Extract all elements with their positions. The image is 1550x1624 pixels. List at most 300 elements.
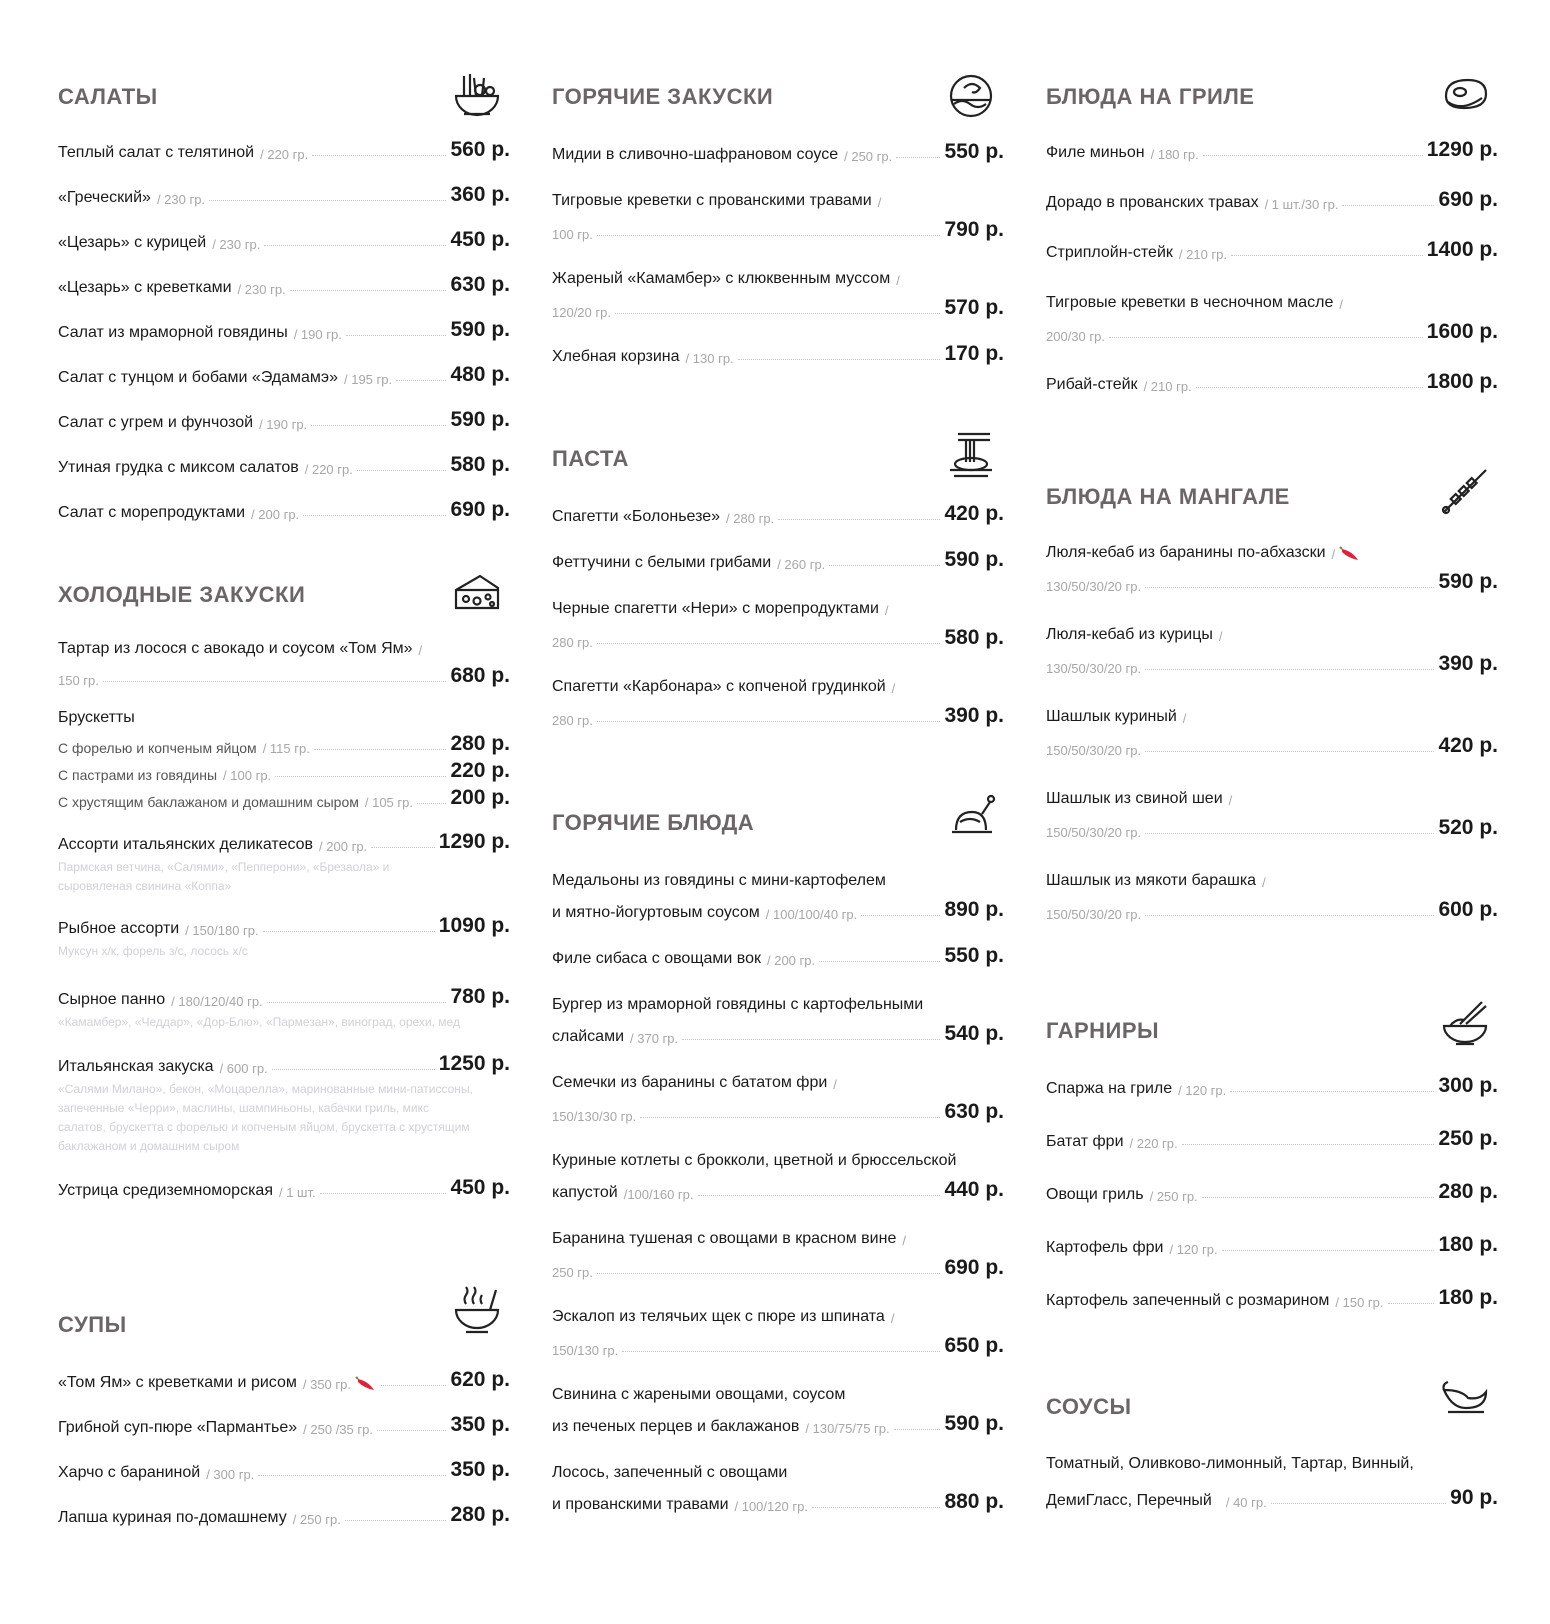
item-price: 360 р. <box>450 183 510 206</box>
item-price: 630 р. <box>944 1100 1004 1123</box>
menu-item <box>58 361 510 387</box>
dot-leader <box>819 961 940 962</box>
dot-leader <box>1145 587 1434 588</box>
item-price: 590 р. <box>1438 570 1498 593</box>
menu-item <box>58 136 510 162</box>
menu-item-row <box>58 730 510 756</box>
menu-item <box>1046 618 1498 676</box>
steak-icon <box>1438 70 1492 124</box>
menu-item <box>58 983 510 1032</box>
item-price: 620 р. <box>450 1368 510 1391</box>
item-weight: / 350 гр. <box>302 1377 351 1392</box>
item-weight: 280 гр. <box>552 635 593 650</box>
menu-item-row <box>552 988 1004 1014</box>
menu-item <box>552 592 1004 650</box>
item-weight: / 280 гр. <box>726 511 775 526</box>
item-name: Мидии в сливочно-шафрановом соусе <box>552 146 839 163</box>
menu-item <box>58 1501 510 1527</box>
item-separator: / <box>891 681 896 696</box>
item-price: 680 р. <box>450 664 510 687</box>
item-name-line2: капустой <box>552 1184 618 1201</box>
item-name: Спагетти «Карбонара» с копченой грудинкой <box>552 678 886 695</box>
item-weight: / 150/180 гр. <box>185 923 259 938</box>
item-name: Теплый салат с телятиной <box>58 144 255 161</box>
section-salads <box>58 70 510 522</box>
section-sauces <box>1046 1380 1498 1510</box>
dot-leader <box>396 380 446 381</box>
item-separator: / <box>884 603 889 618</box>
menu-item <box>1046 1231 1498 1257</box>
item-weight: 150 гр. <box>58 673 99 688</box>
dot-leader <box>275 776 446 777</box>
item-name: Бургер из мраморной говядины с картофельными <box>552 996 924 1013</box>
dot-leader <box>896 157 940 158</box>
item-price: 300 р. <box>1438 1074 1498 1097</box>
item-price: 590 р. <box>450 408 510 431</box>
item-weight: / 370 гр. <box>630 1031 679 1046</box>
dot-leader <box>314 749 447 750</box>
menu-item-row <box>552 1456 1004 1482</box>
menu-item <box>58 1174 510 1200</box>
menu-item <box>1046 536 1498 594</box>
menu-item <box>58 784 510 810</box>
item-weight: 120/20 гр. <box>552 305 611 320</box>
item-description: Муксун х/к, форель з/с, лосось х/с <box>58 944 248 958</box>
menu-item-row <box>1046 236 1498 262</box>
item-name-line2: и прованскими травами <box>552 1496 729 1513</box>
item-name: Филе сибаса с овощами вок <box>552 950 761 967</box>
item-price: 880 р. <box>944 1490 1004 1513</box>
item-name: Спаржа на гриле <box>1046 1080 1173 1097</box>
menu-item-row <box>552 184 1004 210</box>
item-price: 1600 р. <box>1426 320 1498 343</box>
menu-item <box>552 262 1004 320</box>
item-weight: / 180 гр. <box>1150 147 1199 162</box>
item-price: 580 р. <box>944 626 1004 649</box>
item-separator: / <box>1339 297 1344 312</box>
item-description: Пармская ветчина, «Салями», «Пепперони», «Брезаола» и сыровяленая свинина «Коппа» <box>58 860 390 893</box>
item-weight: 200/30 гр. <box>1046 329 1105 344</box>
menu-item-row <box>552 890 1004 922</box>
item-name: Батат фри <box>1046 1133 1124 1150</box>
menu-item <box>552 184 1004 242</box>
item-price: 280 р. <box>450 732 510 755</box>
dot-leader <box>311 425 446 426</box>
item-name: Тартар из лосося с авокадо и соусом «Том Ям» <box>58 640 413 657</box>
item-price: 390 р. <box>944 704 1004 727</box>
item-weight: / 190 гр. <box>293 327 342 342</box>
menu-item-row <box>552 1326 1004 1358</box>
item-price: 420 р. <box>1438 734 1498 757</box>
menu-item-row <box>1046 562 1498 594</box>
dot-leader <box>303 515 446 516</box>
item-weight: 130/50/30/20 гр. <box>1046 661 1142 676</box>
dot-leader <box>345 1520 447 1521</box>
item-weight: 150/50/30/20 гр. <box>1046 743 1142 758</box>
item-name: Ассорти итальянских деликатесов <box>58 836 314 853</box>
menu-item <box>1046 700 1498 758</box>
menu-item-row <box>58 406 510 432</box>
item-name: Тигровые креветки в чесночном масле <box>1046 294 1334 311</box>
menu-item-row <box>1046 536 1498 562</box>
roast-chicken-icon <box>944 790 998 844</box>
dot-leader <box>312 155 446 156</box>
section-title: ГАРНИРЫ <box>1046 1018 1160 1043</box>
item-description: «Салями Милано», бекон, «Моцарелла», маринованные мини-патиссоны, запеченные «Черри», маслины, шампиньоны, кабачки гриль, микс салатов, брускетта с форелью и копченым яйцом, брускетта с хрустящим баклажаном и домашним сыром <box>58 1082 473 1153</box>
menu-item <box>552 1222 1004 1280</box>
item-price: 890 р. <box>944 898 1004 921</box>
item-name: С форелью и копченым яйцом <box>58 740 257 756</box>
item-separator: / <box>833 1077 837 1092</box>
soup-bowl-icon <box>450 1284 504 1338</box>
item-name: Люля-кебаб из баранины по-абхазски <box>1046 544 1326 561</box>
cheese-icon <box>450 568 504 622</box>
menu-item-row <box>552 670 1004 696</box>
menu-item <box>552 942 1004 968</box>
item-price: 1290 р. <box>438 830 510 853</box>
item-name: Спагетти «Болоньезе» <box>552 508 721 525</box>
item-name: С хрустящим баклажаном и домашним сыром <box>58 794 359 810</box>
menu-item-row <box>552 942 1004 968</box>
item-name: Эскалоп из телячьих щек с пюре из шпината <box>552 1308 885 1325</box>
item-price: 1250 р. <box>438 1052 510 1075</box>
item-price: 550 р. <box>944 944 1004 967</box>
item-name: Филе миньон <box>1046 144 1145 161</box>
dot-leader <box>1222 1250 1435 1251</box>
item-weight: 150/130 гр. <box>552 1343 619 1358</box>
item-price: 790 р. <box>944 218 1004 241</box>
menu-item <box>58 406 510 432</box>
item-price: 90 р. <box>1450 1486 1498 1509</box>
item-name: Салат из мраморной говядины <box>58 324 288 341</box>
item-price: 690 р. <box>1438 188 1498 211</box>
section-pasta <box>552 432 1004 728</box>
item-price: 690 р. <box>450 498 510 521</box>
item-weight: / 220 гр. <box>260 147 309 162</box>
menu-item-row <box>1046 368 1498 394</box>
item-separator: / <box>1262 875 1266 890</box>
menu-item-row <box>1046 312 1498 344</box>
item-weight: / 100/120 гр. <box>734 1499 808 1514</box>
menu-item <box>1046 368 1498 394</box>
item-name: Куриные котлеты с брокколи, цветной и брюссельской <box>552 1152 957 1169</box>
item-price: 280 р. <box>450 1503 510 1526</box>
item-weight: 130/50/30/20 гр. <box>1046 579 1142 594</box>
item-name: Стриплойн-стейк <box>1046 244 1173 261</box>
dot-leader <box>1388 1303 1435 1304</box>
item-weight: 150/50/30/20 гр. <box>1046 825 1142 840</box>
item-separator: / <box>1228 793 1233 808</box>
menu-item <box>552 138 1004 164</box>
item-price: 450 р. <box>450 1176 510 1199</box>
menu-item-row <box>58 1411 510 1437</box>
item-weight: / 230 гр. <box>156 192 206 207</box>
item-weight: / 200 гр. <box>319 839 368 854</box>
menu-item-row <box>552 138 1004 164</box>
item-name: Черные спагетти «Нери» с морепродуктами <box>552 600 879 617</box>
menu-item <box>1046 782 1498 840</box>
shrimp-plate-icon <box>944 70 998 124</box>
menu-item-row <box>552 262 1004 288</box>
section-hot-dishes <box>552 796 1004 1514</box>
menu-item-row <box>58 1456 510 1482</box>
item-weight: / 1 шт. <box>278 1185 316 1200</box>
item-separator: / <box>896 273 900 288</box>
menu-item-row <box>1046 644 1498 676</box>
item-weight: / 260 гр. <box>777 557 826 572</box>
section-title: ХОЛОДНЫЕ ЗАКУСКИ <box>58 582 306 607</box>
item-weight: 250 гр. <box>552 1265 593 1280</box>
salad-bowl-icon <box>450 70 504 124</box>
menu-item <box>58 757 510 783</box>
item-name: «Том Ям» с креветками и рисом <box>58 1374 297 1391</box>
item-price: 540 р. <box>944 1022 1004 1045</box>
item-name: Грибной суп-пюре «Пармантье» <box>58 1419 298 1436</box>
skewer-icon <box>1438 464 1492 518</box>
item-price: 780 р. <box>450 985 510 1008</box>
dot-leader <box>597 643 941 644</box>
item-name: «Цезарь» с курицей <box>58 234 207 251</box>
item-weight: / 130 гр. <box>685 351 734 366</box>
menu-item-row <box>552 1144 1004 1170</box>
item-name: Рибай-стейк <box>1046 376 1138 393</box>
item-price: 520 р. <box>1438 816 1498 839</box>
menu-item <box>58 1411 510 1437</box>
item-name: Устрица средиземноморская <box>58 1182 273 1199</box>
menu-item-row <box>552 864 1004 890</box>
dot-leader <box>1202 1197 1435 1198</box>
menu-item-row <box>58 181 510 207</box>
menu-item-row <box>552 1222 1004 1248</box>
menu-item-row <box>552 546 1004 572</box>
menu-item <box>1046 286 1498 344</box>
menu-item-row <box>552 1092 1004 1124</box>
item-name-line2: ДемиГласс, Перечный <box>1046 1492 1212 1509</box>
group-title: Брускетты <box>58 709 135 726</box>
menu-item-row <box>58 361 510 387</box>
item-weight: / 250 гр. <box>292 1512 341 1527</box>
item-weight: / 210 гр. <box>1178 247 1227 262</box>
item-name: Баранина тушеная с овощами в красном вине <box>552 1230 897 1247</box>
item-weight: / 250 гр. <box>1149 1189 1198 1204</box>
item-name-line2: слайсами <box>552 1028 625 1045</box>
item-weight: / 100/100/40 гр. <box>765 907 858 922</box>
menu-item <box>58 912 510 961</box>
dot-leader <box>209 200 446 201</box>
bowl-chopsticks-icon <box>1438 998 1492 1052</box>
item-price: 220 р. <box>450 759 510 782</box>
dot-leader <box>894 1429 941 1430</box>
item-name: Свинина с жареными овощами, соусом <box>552 1386 846 1403</box>
menu-item-row <box>552 1248 1004 1280</box>
dot-leader <box>1145 833 1434 834</box>
section-sides <box>1046 1004 1498 1310</box>
item-name: Семечки из баранины с бататом фри <box>552 1074 828 1091</box>
dot-leader <box>682 1039 940 1040</box>
menu-item-row <box>1046 1072 1498 1098</box>
dot-leader <box>381 1385 446 1386</box>
item-name: Салат с морепродуктами <box>58 504 246 521</box>
item-weight: / 105 гр. <box>364 795 413 810</box>
item-weight: / 120 гр. <box>1169 1242 1218 1257</box>
menu-item-row <box>552 1482 1004 1514</box>
menu-item-row <box>1046 782 1498 808</box>
item-price: 690 р. <box>944 1256 1004 1279</box>
item-separator: / <box>1218 629 1223 644</box>
item-price: 450 р. <box>450 228 510 251</box>
dot-leader <box>1230 1091 1434 1092</box>
item-weight: / 230 гр. <box>237 282 286 297</box>
dot-leader <box>615 313 940 314</box>
item-separator: / <box>1182 711 1187 726</box>
dot-leader <box>377 1430 446 1431</box>
menu-item <box>552 670 1004 728</box>
section-title: ГОРЯЧИЕ ЗАКУСКИ <box>552 84 774 109</box>
item-price: 1290 р. <box>1426 138 1498 161</box>
menu-item-row <box>58 226 510 252</box>
item-name: Картофель фри <box>1046 1239 1164 1256</box>
item-weight: / 600 гр. <box>219 1061 268 1076</box>
menu-item-row <box>552 618 1004 650</box>
section-mangal <box>1046 470 1498 922</box>
menu-item <box>58 316 510 342</box>
menu-item-row <box>552 1170 1004 1202</box>
section-title: СОУСЫ <box>1046 1394 1132 1419</box>
dot-leader <box>812 1507 941 1508</box>
item-name-line2: и мятно-йогуртовым соусом <box>552 904 760 921</box>
item-price: 420 р. <box>944 502 1004 525</box>
menu-item <box>1046 1452 1498 1510</box>
item-price: 600 р. <box>1438 898 1498 921</box>
menu-item-row <box>58 1366 510 1392</box>
item-name-line2: из печеных перцев и баклажанов <box>552 1418 800 1435</box>
item-weight: / 250 гр. <box>844 149 893 164</box>
item-name: Итальянская закуска <box>58 1058 214 1075</box>
item-price: 250 р. <box>1438 1127 1498 1150</box>
dot-leader <box>1145 751 1434 752</box>
menu-item-row <box>58 1501 510 1527</box>
item-price: 180 р. <box>1438 1286 1498 1309</box>
menu-item-row <box>58 757 510 783</box>
dot-leader <box>622 1351 940 1352</box>
item-weight: / 250 /35 гр. <box>303 1422 373 1437</box>
item-price: 440 р. <box>944 1178 1004 1201</box>
dot-leader <box>1342 205 1434 206</box>
dot-leader <box>290 290 447 291</box>
dot-leader <box>1145 669 1434 670</box>
bruschetta-group <box>58 706 510 810</box>
item-name: Шашлык из мякоти барашка <box>1046 872 1257 889</box>
section-cold-snacks <box>58 568 510 1200</box>
menu-item <box>58 451 510 477</box>
menu-item <box>58 1050 510 1156</box>
item-weight: / 1 шт./30 гр. <box>1264 197 1339 212</box>
item-weight: / 220 гр. <box>304 462 353 477</box>
menu-item <box>1046 1178 1498 1204</box>
chili-pepper-icon <box>1339 546 1361 562</box>
item-price: 390 р. <box>1438 652 1498 675</box>
menu-item-row <box>58 316 510 342</box>
menu-item-row <box>58 784 510 810</box>
menu-item-row <box>1046 186 1498 212</box>
menu-item-row <box>1046 864 1498 890</box>
menu-item-row <box>1046 808 1498 840</box>
item-name: Салат с тунцом и бобами «Эдамамэ» <box>58 369 338 386</box>
dot-leader <box>597 235 941 236</box>
menu-item <box>58 181 510 207</box>
item-name: Шашлык куриный <box>1046 708 1177 725</box>
item-price: 350 р. <box>450 1458 510 1481</box>
section-title: ГОРЯЧИЕ БЛЮДА <box>552 810 755 835</box>
item-price: 1090 р. <box>438 914 510 937</box>
menu-item-row <box>1046 700 1498 726</box>
dot-leader <box>1196 387 1423 388</box>
item-separator: / <box>877 195 882 210</box>
menu-item <box>552 1378 1004 1436</box>
gravy-boat-icon <box>1438 1372 1492 1426</box>
menu-item-row <box>1046 726 1498 758</box>
menu-item-row <box>552 1014 1004 1046</box>
item-price: 170 р. <box>944 342 1004 365</box>
menu-item <box>58 1366 510 1392</box>
item-weight: /100/160 гр. <box>623 1187 694 1202</box>
item-weight: 100 гр. <box>552 227 593 242</box>
menu-item-row <box>552 340 1004 366</box>
item-weight: / 180/120/40 гр. <box>171 994 263 1009</box>
menu-item-row <box>1046 1231 1498 1257</box>
item-name: Люля-кебаб из курицы <box>1046 626 1213 643</box>
dot-leader <box>640 1117 940 1118</box>
item-name: Феттучини с белыми грибами <box>552 554 772 571</box>
item-price: 550 р. <box>944 140 1004 163</box>
dot-leader <box>417 803 446 804</box>
dot-leader <box>597 1273 941 1274</box>
item-separator: / <box>890 1311 895 1326</box>
menu-item-row <box>58 451 510 477</box>
menu-item <box>58 1456 510 1482</box>
menu-item <box>552 500 1004 526</box>
menu-item <box>1046 1072 1498 1098</box>
section-grill <box>1046 70 1498 394</box>
menu-item <box>58 271 510 297</box>
item-price: 350 р. <box>450 1413 510 1436</box>
menu-item-row <box>552 210 1004 242</box>
menu-item-row <box>58 271 510 297</box>
menu-item-row <box>1046 1284 1498 1310</box>
chili-pepper-icon <box>355 1376 377 1392</box>
item-name: Томатный, Оливково-лимонный, Тартар, Винный, <box>1046 1455 1414 1472</box>
item-name: Утиная грудка с миксом салатов <box>58 459 299 476</box>
item-price: 200 р. <box>450 786 510 809</box>
item-price: 1400 р. <box>1426 238 1498 261</box>
menu-item <box>58 730 510 756</box>
item-name: С пастрами из говядины <box>58 767 218 783</box>
menu-item <box>1046 1125 1498 1151</box>
item-price: 560 р. <box>450 138 510 161</box>
dot-leader <box>258 1475 446 1476</box>
item-name: Рыбное ассорти <box>58 920 180 937</box>
item-name: Лапша куриная по-домашнему <box>58 1509 287 1526</box>
item-price: 590 р. <box>944 1412 1004 1435</box>
dot-leader <box>1203 155 1423 156</box>
item-price: 590 р. <box>450 318 510 341</box>
item-weight: / 200 гр. <box>251 507 300 522</box>
menu-item-row <box>1046 890 1498 922</box>
item-name: Лосось, запеченный с овощами <box>552 1464 788 1481</box>
menu-item <box>1046 236 1498 262</box>
dot-leader <box>698 1195 941 1196</box>
menu-item-row <box>1046 136 1498 162</box>
